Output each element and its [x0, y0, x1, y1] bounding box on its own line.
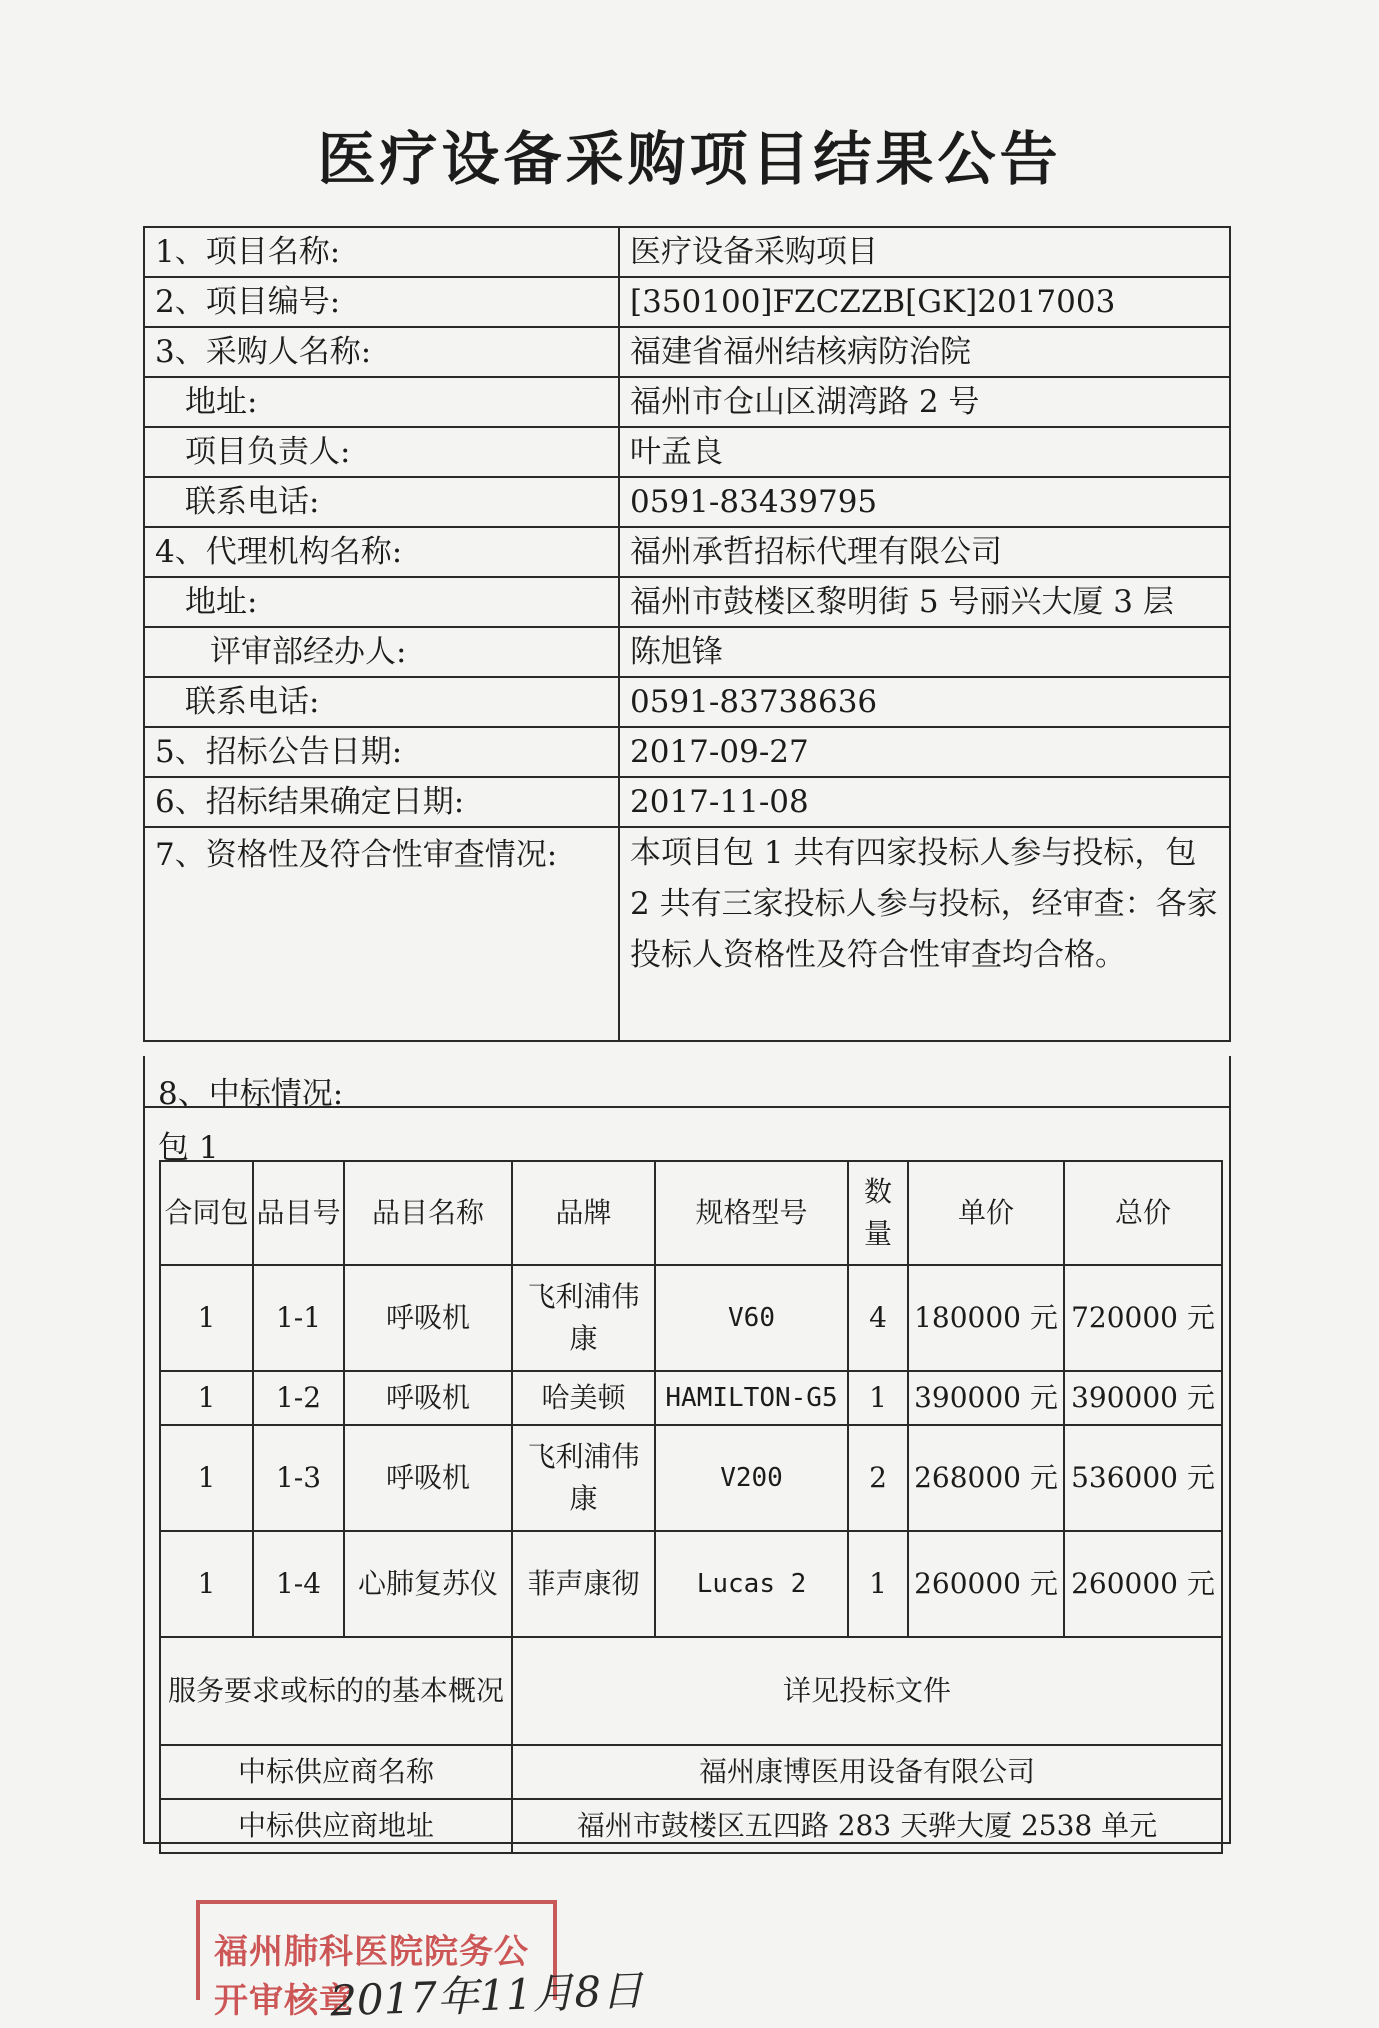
info-row: [144, 777, 1230, 827]
signature-date: 2017年11月8日: [329, 1965, 644, 2026]
info-label: 3、采购人名称:: [144, 327, 619, 377]
info-label: 评审部经办人:: [144, 627, 619, 677]
info-value: 2017-09-27: [619, 727, 1230, 777]
info-label: 4、代理机构名称:: [144, 527, 619, 577]
info-row: [144, 277, 1230, 327]
table-row: [160, 1371, 1222, 1425]
info-value: 福州市仓山区湖湾路 2 号: [619, 377, 1230, 427]
column-header: 品目名称: [344, 1161, 512, 1265]
table-cell: 1: [160, 1425, 253, 1531]
package-label: 包 1: [158, 1130, 219, 1166]
table-cell: 2: [848, 1425, 908, 1531]
info-row: [144, 627, 1230, 677]
table-row: [160, 1425, 1222, 1531]
table-cell: 1-3: [253, 1425, 344, 1531]
table-cell: 飞利浦伟康: [512, 1425, 655, 1531]
table-row: [160, 1531, 1222, 1637]
table-cell: 1-2: [253, 1371, 344, 1425]
table-cell: HAMILTON-G5: [655, 1371, 848, 1425]
column-header: 品牌: [512, 1161, 655, 1265]
info-label: 联系电话:: [144, 477, 619, 527]
info-value: 0591-83439795: [619, 477, 1230, 527]
table-row: [160, 1637, 1222, 1745]
info-label: 1、项目名称:: [144, 227, 619, 277]
column-header: 规格型号: [655, 1161, 848, 1265]
info-row: [144, 827, 1230, 1041]
award-table: [159, 1160, 1223, 1854]
info-value: 0591-83738636: [619, 677, 1230, 727]
info-label: 7、资格性及符合性审查情况:: [144, 827, 619, 1041]
table-cell: 1: [160, 1265, 253, 1371]
column-header: 品目号: [253, 1161, 344, 1265]
info-label: 5、招标公告日期:: [144, 727, 619, 777]
table-cell: 260000 元: [908, 1531, 1064, 1637]
info-value: 福州承哲招标代理有限公司: [619, 527, 1230, 577]
info-row: [144, 727, 1230, 777]
info-row: [144, 677, 1230, 727]
info-value: [350100]FZCZZB[GK]2017003: [619, 277, 1230, 327]
info-row: [144, 327, 1230, 377]
table-cell: 268000 元: [908, 1425, 1064, 1531]
table-cell: 260000 元: [1064, 1531, 1222, 1637]
info-label: 2、项目编号:: [144, 277, 619, 327]
table-cell: 1: [160, 1371, 253, 1425]
table-row: [160, 1799, 1222, 1853]
info-value: 福建省福州结核病防治院: [619, 327, 1230, 377]
info-row: [144, 227, 1230, 277]
info-row: [144, 477, 1230, 527]
info-row: [144, 377, 1230, 427]
supplier-address-label: 中标供应商地址: [160, 1799, 512, 1853]
info-row: [144, 527, 1230, 577]
table-cell: 390000 元: [908, 1371, 1064, 1425]
info-label: 联系电话:: [144, 677, 619, 727]
table-cell: 536000 元: [1064, 1425, 1222, 1531]
table-row: [160, 1265, 1222, 1371]
info-row: [144, 427, 1230, 477]
table-cell: V60: [655, 1265, 848, 1371]
info-table: [143, 226, 1231, 1042]
table-cell: 心肺复苏仪: [344, 1531, 512, 1637]
table-header-row: [160, 1161, 1222, 1265]
table-cell: 哈美顿: [512, 1371, 655, 1425]
service-value: 详见投标文件: [512, 1637, 1222, 1745]
page-title: 医疗设备采购项目结果公告: [317, 125, 1062, 193]
table-cell: 390000 元: [1064, 1371, 1222, 1425]
table-cell: 1: [848, 1531, 908, 1637]
stamp-text: 福州肺科医院院务公开审核章: [214, 1932, 529, 2021]
table-cell: 菲声康彻: [512, 1531, 655, 1637]
info-label: 6、招标结果确定日期:: [144, 777, 619, 827]
award-section: [143, 1056, 1231, 1844]
info-value: 陈旭锋: [619, 627, 1230, 677]
table-cell: 720000 元: [1064, 1265, 1222, 1371]
table-cell: Lucas 2: [655, 1531, 848, 1637]
info-label: 地址:: [144, 377, 619, 427]
info-value: 叶孟良: [619, 427, 1230, 477]
table-cell: 飞利浦伟康: [512, 1265, 655, 1371]
table-cell: 4: [848, 1265, 908, 1371]
table-cell: 180000 元: [908, 1265, 1064, 1371]
info-value: 2017-11-08: [619, 777, 1230, 827]
column-header: 合同包: [160, 1161, 253, 1265]
column-header: 单价: [908, 1161, 1064, 1265]
table-cell: 呼吸机: [344, 1371, 512, 1425]
table-cell: V200: [655, 1425, 848, 1531]
supplier-name: 福州康博医用设备有限公司: [512, 1745, 1222, 1799]
column-header: 数量: [848, 1161, 908, 1265]
supplier-name-label: 中标供应商名称: [160, 1745, 512, 1799]
table-cell: 呼吸机: [344, 1425, 512, 1531]
info-value: 本项目包 1 共有四家投标人参与投标，包 2 共有三家投标人参与投标，经审查：各家投标人资格性及符合性审查均合格。: [619, 827, 1230, 1041]
table-cell: 呼吸机: [344, 1265, 512, 1371]
divider: [145, 1106, 1229, 1108]
table-cell: 1: [160, 1531, 253, 1637]
info-label: 项目负责人:: [144, 427, 619, 477]
table-cell: 1-4: [253, 1531, 344, 1637]
info-label: 地址:: [144, 577, 619, 627]
award-section-label: 8、中标情况:: [158, 1076, 344, 1112]
info-row: [144, 577, 1230, 627]
table-cell: 1-1: [253, 1265, 344, 1371]
table-row: [160, 1745, 1222, 1799]
table-cell: 1: [848, 1371, 908, 1425]
info-value: 医疗设备采购项目: [619, 227, 1230, 277]
supplier-address: 福州市鼓楼区五四路 283 天骅大厦 2538 单元: [512, 1799, 1222, 1853]
service-label: 服务要求或标的的基本概况: [160, 1637, 512, 1745]
column-header: 总价: [1064, 1161, 1222, 1265]
info-value: 福州市鼓楼区黎明街 5 号丽兴大厦 3 层: [619, 577, 1230, 627]
